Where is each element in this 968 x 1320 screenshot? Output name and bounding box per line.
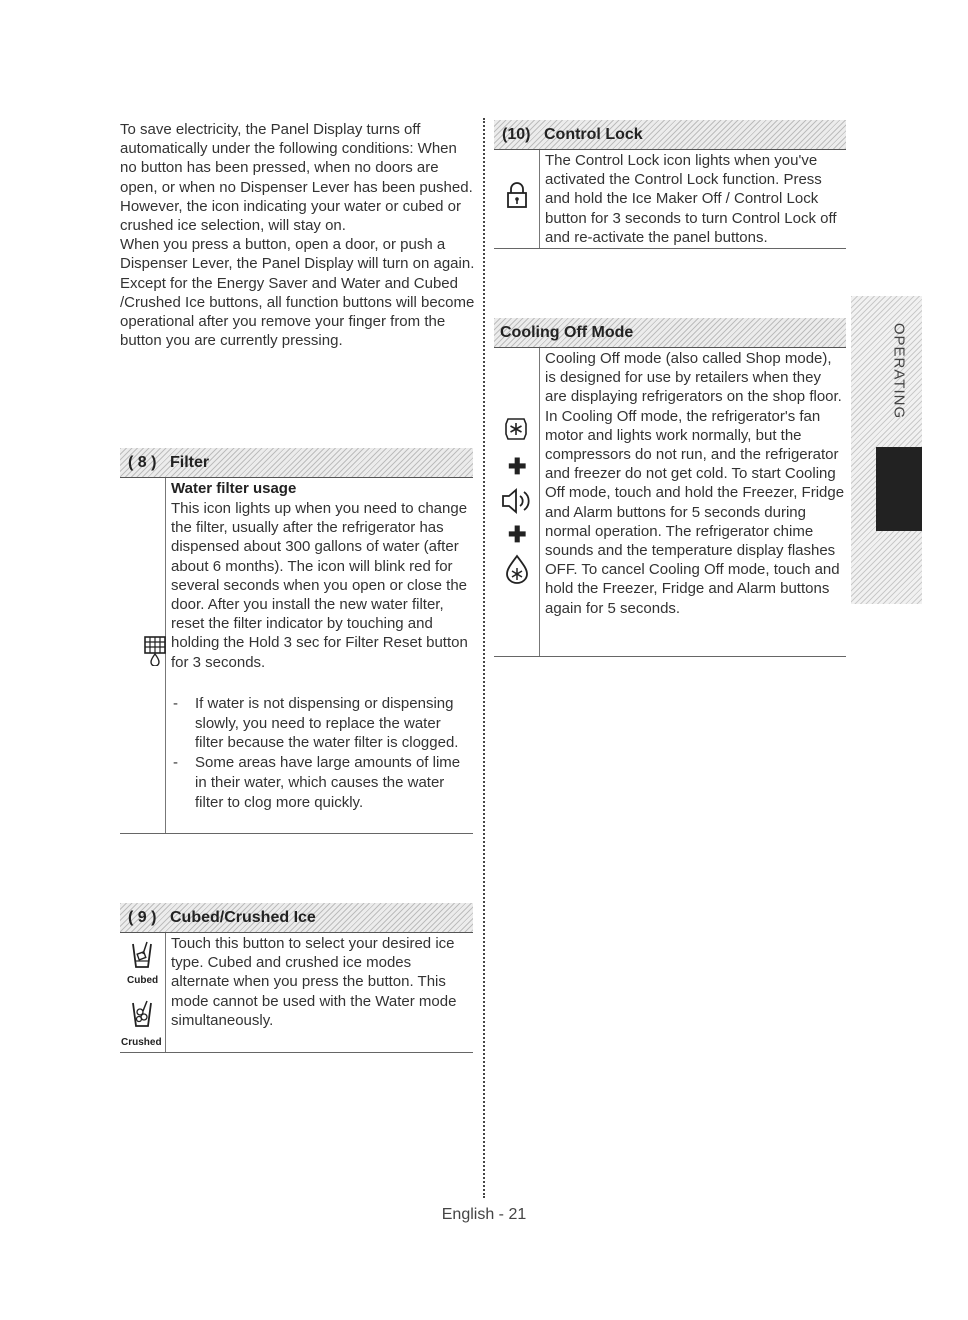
control-lock-section-header [494, 120, 846, 150]
intro-paragraph: When you press a button, open a door, or push a Dispenser Lever, the Panel Display will turn on again. [120, 236, 475, 273]
freezer-icon [504, 416, 528, 442]
ice-section-body [120, 933, 473, 1053]
cooling-off-section-title: Cooling Off Mode [500, 324, 634, 341]
filter-note-text: Some areas have large amounts of lime in their water, which causes the water filter to clog more quickly. [195, 754, 461, 811]
plus-icon: ✚ [508, 454, 527, 479]
alarm-icon [500, 486, 532, 516]
control-lock-text-column [545, 151, 845, 247]
ice-section-title: Cubed/Crushed Ice [170, 909, 316, 926]
cooling-off-section-header [494, 318, 846, 348]
ice-section-number: ( 9 ) [128, 909, 157, 926]
plus-icon: ✚ [508, 522, 527, 547]
intro-paragraph: To save electricity, the Panel Display turns off automatically under the following conditions: When no button has been pressed, when no doors are open, or when no Dispenser Lever has been pushed. [120, 121, 473, 196]
cooling-off-section-body [494, 348, 846, 657]
filter-subtitle: Water filter usage [171, 480, 297, 497]
cooling-off-text-column [545, 349, 845, 618]
filter-description: This icon lights up when you need to change the filter, usually after the refrigerator has dispensed about 300 gallons of water (after about 6 months). The icon will blink red for several seconds when you open or close the door. After you install the new water filter, reset the filter indicator by touching and holding the Hold 3 sec for Filter Reset button for 3 seconds. [171, 500, 468, 671]
filter-section-title: Filter [170, 454, 210, 471]
intro-text [120, 120, 475, 350]
crushed-ice-icon [131, 999, 153, 1029]
filter-section-header [120, 448, 473, 478]
side-tab-label-box [876, 296, 922, 446]
side-tab-label: OPERATING [890, 322, 908, 420]
lock-icon [506, 181, 528, 209]
filter-section-number: ( 8 ) [128, 454, 157, 471]
cubed-ice-icon [131, 940, 153, 970]
intro-paragraph: However, the icon indicating your water or cubed or crushed ice selection, will stay on. [120, 197, 462, 235]
control-lock-icon-column [494, 150, 540, 248]
page-number: English - 21 [441, 1206, 527, 1223]
ice-section-header [120, 903, 473, 933]
filter-text-column [171, 479, 471, 813]
intro-paragraph: Except for the Energy Saver and Water and Cubed /Crushed Ice buttons, all function buttons will become operational after you remove your finger from the button you are currently pressing. [120, 274, 475, 350]
filter-note-text: If water is not dispensing or dispensing slowly, you need to replace the water filter because the water filter is clogged. [195, 694, 459, 752]
cubed-caption: Cubed [127, 975, 159, 986]
side-tab-marker [876, 447, 922, 531]
cooling-off-icon-column [494, 348, 540, 656]
filter-icon [144, 636, 166, 666]
ice-icon-column [120, 933, 166, 1052]
ice-description: Touch this button to select your desired ice type. Cubed and crushed ice modes alternate when you press the button. This mode cannot be used with the Water mode simultaneously. [171, 935, 457, 1029]
fridge-icon [505, 554, 529, 584]
crushed-caption: Crushed [121, 1037, 162, 1048]
filter-note: - Some areas have large amounts of lime in their water, which causes the water filter to clog more quickly. [171, 753, 471, 812]
column-divider [483, 118, 485, 1198]
ice-text-column [171, 934, 466, 1030]
control-lock-section-title: Control Lock [544, 126, 643, 143]
filter-icon-column [120, 478, 166, 833]
filter-note: - If water is not dispensing or dispensing slowly, you need to replace the water filter because the water filter is clogged. [171, 694, 471, 753]
control-lock-description: The Control Lock icon lights when you've activated the Control Lock function. Press and hold the Ice Maker Off / Control Lock button for 3 seconds to turn Control Lock off and re-activate the panel buttons. [545, 152, 837, 246]
control-lock-section-body [494, 150, 846, 249]
cooling-off-description: Cooling Off mode (also called Shop mode), is designed for use by retailers when they are displaying refrigerators on the shop floor. In Cooling Off mode, the refrigerator's fan motor and lights work normally, but the compressors do not run, and the refrigerator and freezer do not get cold. To start Cooling Off mode, touch and hold the Freezer, Fridge and Alarm buttons for 5 seconds during normal operation. The refrigerator chime sounds and the temperature display flashes OFF. To cancel Cooling Off mode, touch and hold the Freezer, Fridge and Alarm buttons again for 5 seconds. [545, 350, 845, 617]
filter-section-body [120, 478, 473, 834]
control-lock-section-number: (10) [502, 126, 531, 143]
